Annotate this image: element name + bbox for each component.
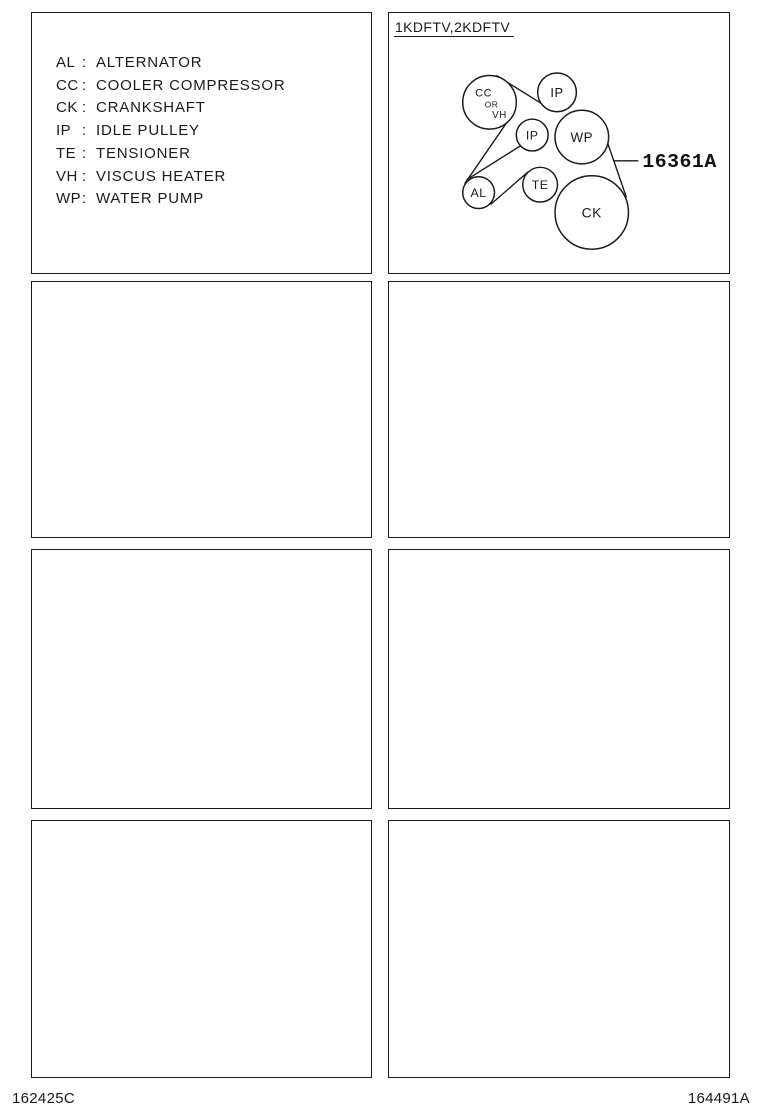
engine-code-title: 1KDFTV,2KDFTV	[394, 19, 514, 37]
legend-panel	[31, 12, 372, 274]
legend-row	[56, 75, 371, 98]
legend-row	[56, 97, 371, 120]
legend-abbr: AL	[56, 54, 76, 71]
pulley-label-te: TE	[531, 178, 549, 193]
legend-colon: :	[82, 190, 87, 208]
legend-list	[32, 13, 371, 211]
page-code-right: 164491A	[687, 1090, 750, 1107]
legend-row	[56, 166, 371, 189]
empty-panel-row4-col2	[388, 820, 730, 1078]
legend-abbr: CC	[56, 76, 79, 94]
legend-name: CRANKSHAFT	[96, 99, 206, 117]
legend-row	[56, 188, 371, 211]
empty-panel-row3-col1	[31, 549, 372, 809]
empty-panel-row2-col1	[31, 281, 372, 538]
pulley-label-cc-or-vh: CC	[475, 87, 492, 100]
pulley-label-ip-lower: IP	[525, 128, 539, 143]
legend-row	[56, 143, 371, 166]
legend-name: TENSIONER	[96, 144, 191, 162]
part-number-label: 16361A	[642, 149, 717, 173]
legend-row	[56, 52, 371, 75]
legend-name: ALTERNATOR	[96, 54, 203, 71]
legend-colon: :	[82, 122, 87, 140]
empty-panel-row3-col2	[388, 549, 730, 809]
belt-routing-diagram	[389, 13, 729, 273]
legend-abbr: IP	[56, 122, 72, 140]
empty-panel-row4-col1	[31, 820, 372, 1078]
legend-colon: :	[82, 76, 87, 94]
legend-colon: :	[82, 144, 87, 162]
legend-colon: :	[82, 167, 87, 185]
pulley-label-cc-or-vh: OR	[484, 99, 499, 110]
legend-abbr: VH	[56, 167, 78, 185]
legend-name: IDLE PULLEY	[96, 122, 200, 140]
belt-segment	[467, 146, 521, 180]
legend-colon: :	[82, 54, 87, 71]
legend-abbr: CK	[56, 99, 78, 117]
empty-panel-row2-col2	[388, 281, 730, 538]
pulley-label-cc-or-vh: VH	[492, 110, 507, 122]
pulley-label-ck: CK	[581, 204, 602, 221]
pulley-label-wp: WP	[570, 129, 594, 145]
legend-row	[56, 120, 371, 143]
belt-diagram-panel	[388, 12, 730, 274]
pulley-label-ip-upper: IP	[550, 85, 564, 101]
legend-name: WATER PUMP	[96, 190, 204, 208]
legend-colon: :	[82, 99, 87, 117]
page-code-left: 162425C	[12, 1090, 75, 1107]
belt-segment	[465, 120, 509, 184]
legend-abbr: TE	[56, 144, 77, 162]
pulley-label-al: AL	[470, 186, 487, 201]
legend-name: VISCUS HEATER	[96, 167, 227, 185]
legend-name: COOLER COMPRESSOR	[96, 76, 286, 94]
legend-abbr: WP	[56, 190, 82, 208]
